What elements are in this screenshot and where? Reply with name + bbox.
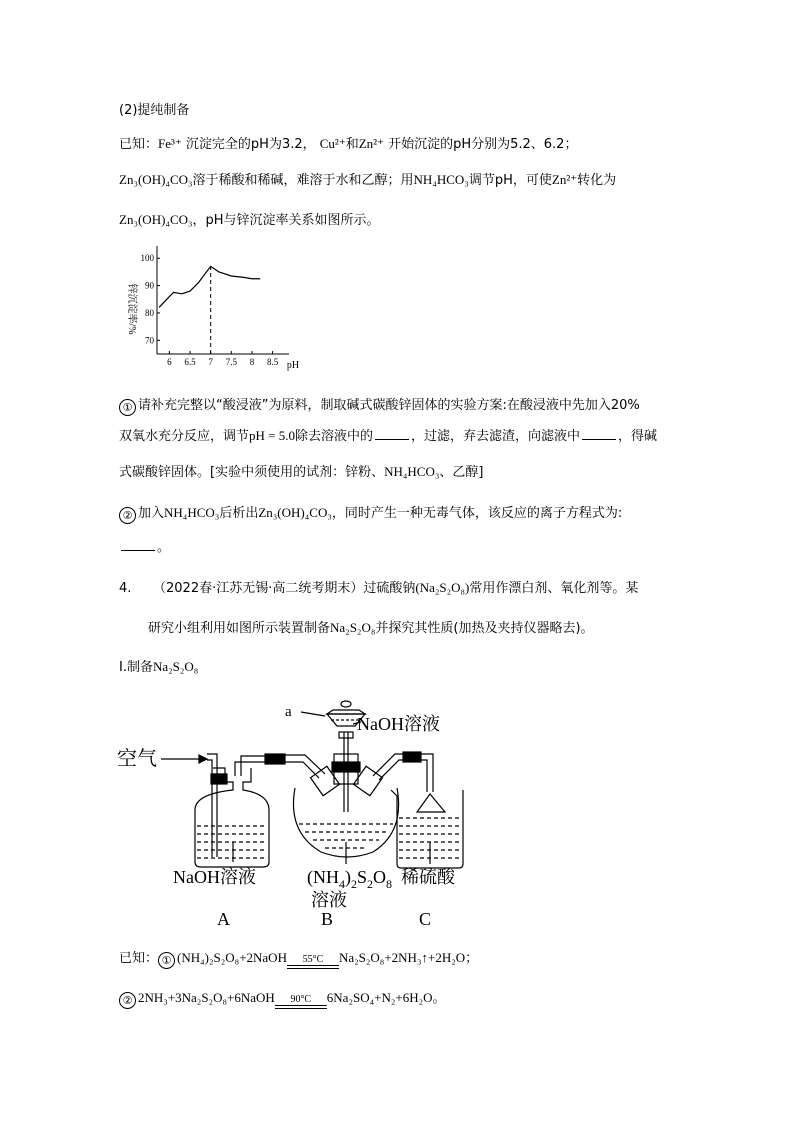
part-1-label: Ⅰ.制备 — [119, 660, 153, 675]
line2-text-3: 转化为 — [577, 173, 617, 188]
reactions-prefix: 已知： — [119, 951, 159, 966]
air-label: 空气 — [117, 748, 157, 770]
chart-y-tick-label: 90 — [145, 280, 154, 291]
problem-4-line-1 — [119, 578, 638, 599]
reaction-1-number: ① — [158, 952, 175, 969]
line2-reagent: NH₄HCO₃ — [413, 172, 469, 187]
chart-x-tick-label: 6 — [167, 357, 172, 367]
chart-y-tick-label: 70 — [145, 335, 154, 346]
funnel-label: NaOH溶液 — [357, 714, 440, 734]
q1-text-2a: 双氧水充分反应，调节 — [119, 429, 250, 444]
section-title: (2)提纯制备 — [119, 103, 190, 118]
q2-end: 。 — [157, 540, 171, 555]
chart-y-tick-label: 100 — [140, 253, 154, 264]
reaction-2-lhs: 2NH₃+3Na₂S₂O₈+6NaOH — [138, 990, 275, 1005]
chart-x-tick-label: 6.5 — [184, 357, 196, 367]
q1-reagent: NH₄HCO₃ — [384, 464, 440, 479]
q1-text-3a: 式碳酸锌固体。[实验中须使用的试剂：锌粉、 — [119, 465, 385, 480]
q2-text-3: ，同时产生一种无毒气体，该反应的离子方程式为: — [331, 506, 623, 521]
q2-reagent: NH₄HCO₃ — [164, 505, 220, 520]
beaker-label: 稀硫酸 — [401, 867, 455, 887]
line2-text-2: 调节pH，可使 — [468, 173, 552, 188]
apparatus-diagram — [115, 692, 475, 932]
reaction-2-arrow — [275, 994, 327, 1009]
q2-text-2: 后析出 — [219, 506, 259, 521]
zn-ion: Zn²⁺ — [358, 136, 384, 151]
question-2-line-1 — [119, 503, 622, 524]
known-line-2 — [119, 170, 616, 191]
three-neck-flask-b — [293, 732, 398, 857]
answer-blank-2[interactable] — [582, 427, 616, 440]
reaction-1 — [119, 948, 478, 969]
air-arrow — [161, 755, 207, 763]
q1-number: ① — [119, 399, 136, 416]
answer-blank-1[interactable] — [375, 427, 409, 440]
problem-4-source: （2022春·江苏无锡·高二统考期末）过硫酸钠 — [153, 581, 416, 596]
q1-text-2d: ，得碱 — [618, 429, 658, 444]
chart-ylabel: 锌沉淀率/% — [126, 283, 137, 335]
zinc-precipitation-chart — [115, 244, 300, 374]
reaction-1-rhs: Na₂S₂O₈+2NH₃↑+2H₂O； — [338, 950, 479, 965]
chart-series-line — [159, 266, 260, 307]
known-and: 和 — [345, 137, 359, 152]
apparatus-letter-a: A — [217, 909, 230, 929]
flask-label: $(NH_4)_2S_2O_8$ — [307, 867, 393, 891]
q1-text-3b: 、乙醇] — [439, 465, 484, 480]
known-text-1: 沉淀完全的pH为3.2， — [185, 137, 316, 152]
cu-ion: Cu²⁺ — [319, 136, 346, 151]
chart-xlabel: pH — [286, 360, 300, 371]
part-1-formula: Na₂S₂O₈ — [152, 659, 199, 674]
chart-y-tick-label: 80 — [145, 307, 154, 318]
line3-text: ，pH与锌沉淀率关系如图所示。 — [192, 213, 380, 228]
fe-ion: Fe³⁺ — [158, 136, 182, 151]
chart-x-tick-label: 7 — [208, 357, 213, 367]
reaction-2-number: ② — [119, 992, 136, 1009]
q1-text-2b: 除去溶液中的 — [295, 429, 374, 444]
line2-text-1: 溶于稀酸和稀碱，难溶于水和乙醇；用 — [192, 173, 414, 188]
connector-tube-bc — [373, 754, 403, 776]
known-line-1 — [119, 134, 577, 155]
q2-number: ② — [119, 507, 136, 524]
q1-text-1: 请补充完整以“酸浸液”为原料，制取碱式碳酸锌固体的实验方案:在酸浸液中先加入20% — [138, 398, 640, 413]
problem-4-line-2 — [148, 618, 594, 639]
zinc-formula-2: Zn₃(OH)₄CO₃ — [119, 212, 193, 227]
problem-4-formula-2: Na₂S₂O₈ — [330, 620, 376, 635]
wash-bottle-a — [195, 754, 269, 867]
problem-4-number: 4. — [119, 581, 132, 596]
problem-4-text-2b: 并探究其性质(加热及夹持仪器略去)。 — [375, 621, 594, 636]
question-1-line-3 — [119, 462, 483, 483]
line2-ion: Zn²⁺ — [551, 172, 578, 187]
reaction-1-arrow — [287, 954, 339, 969]
q1-ph: pH = 5.0 — [249, 428, 295, 443]
known-line-3 — [119, 210, 380, 231]
label-a: a — [285, 704, 292, 720]
known-text-2: 开始沉淀的pH分别为5.2、6.2； — [388, 137, 578, 152]
rubber-tube-2 — [403, 752, 421, 762]
known-prefix: 已知： — [119, 137, 159, 152]
label-a-pointer — [301, 712, 325, 716]
reaction-1-lhs: (NH₄)₂S₂O₈+2NaOH — [177, 950, 287, 965]
q2-text-1: 加入 — [138, 506, 165, 521]
reaction-2 — [119, 988, 446, 1009]
rubber-tube-1 — [265, 754, 285, 764]
problem-4-text-1: 常用作漂白剂、氧化剂等。某 — [469, 581, 639, 596]
chart-x-tick-label: 8.5 — [266, 357, 279, 367]
reaction-2-rhs: 6Na₂SO₄+N₂+6H₂O。 — [326, 990, 446, 1005]
chart-x-tick-label: 7.5 — [225, 357, 237, 367]
zinc-formula: Zn₃(OH)₄CO₃ — [119, 172, 193, 187]
question-1-line-1 — [119, 396, 640, 416]
bottle-a-label: NaOH溶液 — [173, 867, 256, 887]
apparatus-letter-c: C — [419, 909, 432, 929]
question-1-line-2 — [119, 426, 657, 447]
problem-4-formula: (Na₂S₂O₈) — [415, 580, 470, 595]
question-2-line-2 — [119, 538, 170, 558]
beaker-c — [391, 790, 463, 868]
flask-label-line2: 溶液 — [311, 890, 347, 910]
q1-text-2c: ，过滤，弃去滤渣，向滤液中 — [411, 429, 581, 444]
chart-x-tick-label: 8 — [249, 357, 255, 367]
apparatus-letter-b: B — [321, 909, 334, 929]
reaction-1-condition: 55°C — [302, 954, 324, 965]
q2-formula: Zn₃(OH)₄CO₃ — [258, 505, 332, 520]
reaction-2-condition: 90°C — [290, 994, 312, 1005]
problem-4-text-2a: 研究小组利用如图所示装置制备 — [148, 621, 331, 636]
part-1-heading — [119, 657, 198, 678]
answer-blank-3[interactable] — [121, 538, 155, 551]
